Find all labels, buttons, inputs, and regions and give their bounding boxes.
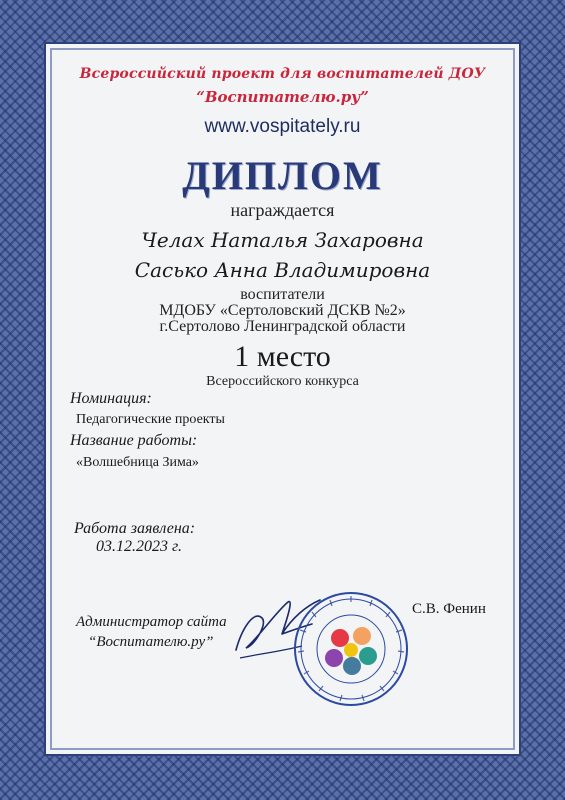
recipient-name: Челах Наталья Захаровна	[141, 228, 424, 252]
work-title-value: «Волшебница Зима»	[76, 455, 199, 470]
contest-name: Всероссийского конкурса	[206, 374, 359, 389]
recipient-name: Сасько Анна Владимировна	[134, 258, 431, 282]
seal-stamp-icon	[292, 590, 410, 708]
admin-site-name: “Воспитателю.ру”	[88, 634, 214, 650]
diploma-title: ДИПЛОМ	[182, 153, 383, 198]
nomination-label: Номинация:	[70, 390, 152, 407]
awarded-text: награждается	[230, 200, 335, 220]
project-name: “Воспитателю.ру”	[196, 88, 369, 106]
project-tagline: Всероссийский проект для воспитателей ДОУ	[79, 66, 486, 82]
site-url: www.vospitately.ru	[204, 116, 361, 137]
work-title-label: Название работы:	[70, 432, 198, 449]
submission-date-label: Работа заявлена:	[74, 520, 196, 537]
place-award: 1 место	[234, 340, 331, 373]
recipient-role: воспитатели	[240, 286, 325, 303]
city: г.Сертолово Ленинградской области	[159, 318, 406, 335]
signer-name: С.В. Фенин	[412, 601, 486, 617]
organization: МДОБУ «Сертоловский ДСКВ №2»	[159, 302, 406, 319]
admin-label: Администратор сайта	[76, 614, 227, 630]
nomination-value: Педагогические проекты	[76, 412, 225, 427]
submission-date-value: 03.12.2023 г.	[96, 538, 183, 555]
